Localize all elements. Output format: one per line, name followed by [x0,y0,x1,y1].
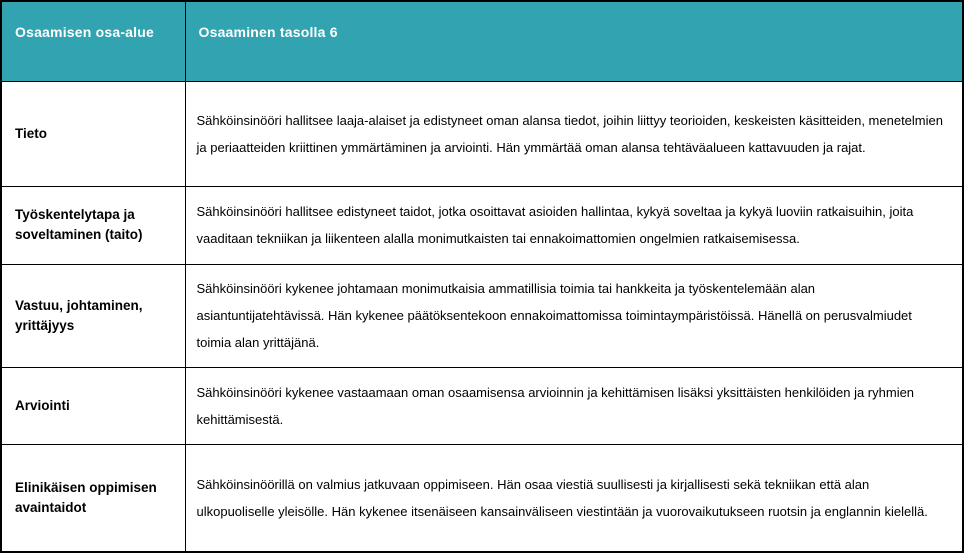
row-description: Sähköinsinööri kykenee vastaamaan oman osaamisensa arvioinnin ja kehittämisen lisäksi yksittäisten henkilöiden ja ryhmien kehittämisestä. [185,367,963,444]
table-row [1,81,963,186]
column-header-level: Osaaminen tasolla 6 [185,1,963,81]
row-label-elinikainen: Elinikäisen oppimisen avaintaidot [1,444,185,552]
row-description: Sähköinsinööri hallitsee laaja-alaiset ja edistyneet oman alansa tiedot, joihin liittyy teorioiden, keskeisten käsitteiden, menetelmien ja periaatteiden kriittinen ymmärtäminen ja arviointi. Hän ymmärtää oman alansa tehtäväalueen kattavuuden ja rajat. [185,81,963,186]
row-label-arviointi: Arviointi [1,367,185,444]
row-label-tieto: Tieto [1,81,185,186]
table-row [1,367,963,444]
row-description: Sähköinsinöörillä on valmius jatkuvaan oppimiseen. Hän osaa viestiä suullisesti ja kirjallisesti sekä tekniikan että alan ulkopuoliselle yleisölle. Hän kykenee itsenäiseen kansainväliseen viestintään ja vuorovaikutukseen ruotsin ja englannin kielellä. [185,444,963,552]
row-description: Sähköinsinööri hallitsee edistyneet taidot, jotka osoittavat asioiden hallintaa, kykyä soveltaa ja kykyä luoviin ratkaisuihin, joita vaaditaan tekniikan ja liikenteen alalla monimutkaisten tai ennakoimattomien ongelmien ratkaisemisessa. [185,186,963,264]
row-description: Sähköinsinööri kykenee johtamaan monimutkaisia ammatillisia toimia tai hankkeita ja työskentelemään alan asiantuntijatehtävissä. Hän kykenee päätöksentekoon ennakoimattomissa toimintaympäristöissä. Hänellä on perusvalmiudet toimia alan yrittäjänä. [185,264,963,367]
row-label-tyoskentelytapa: Työskentelytapa ja soveltaminen (taito) [1,186,185,264]
table-row [1,444,963,552]
row-label-vastuu: Vastuu, johtaminen, yrittäjyys [1,264,185,367]
table-row [1,264,963,367]
table-row [1,186,963,264]
table-header-row [1,1,963,81]
column-header-area: Osaamisen osa-alue [1,1,185,81]
